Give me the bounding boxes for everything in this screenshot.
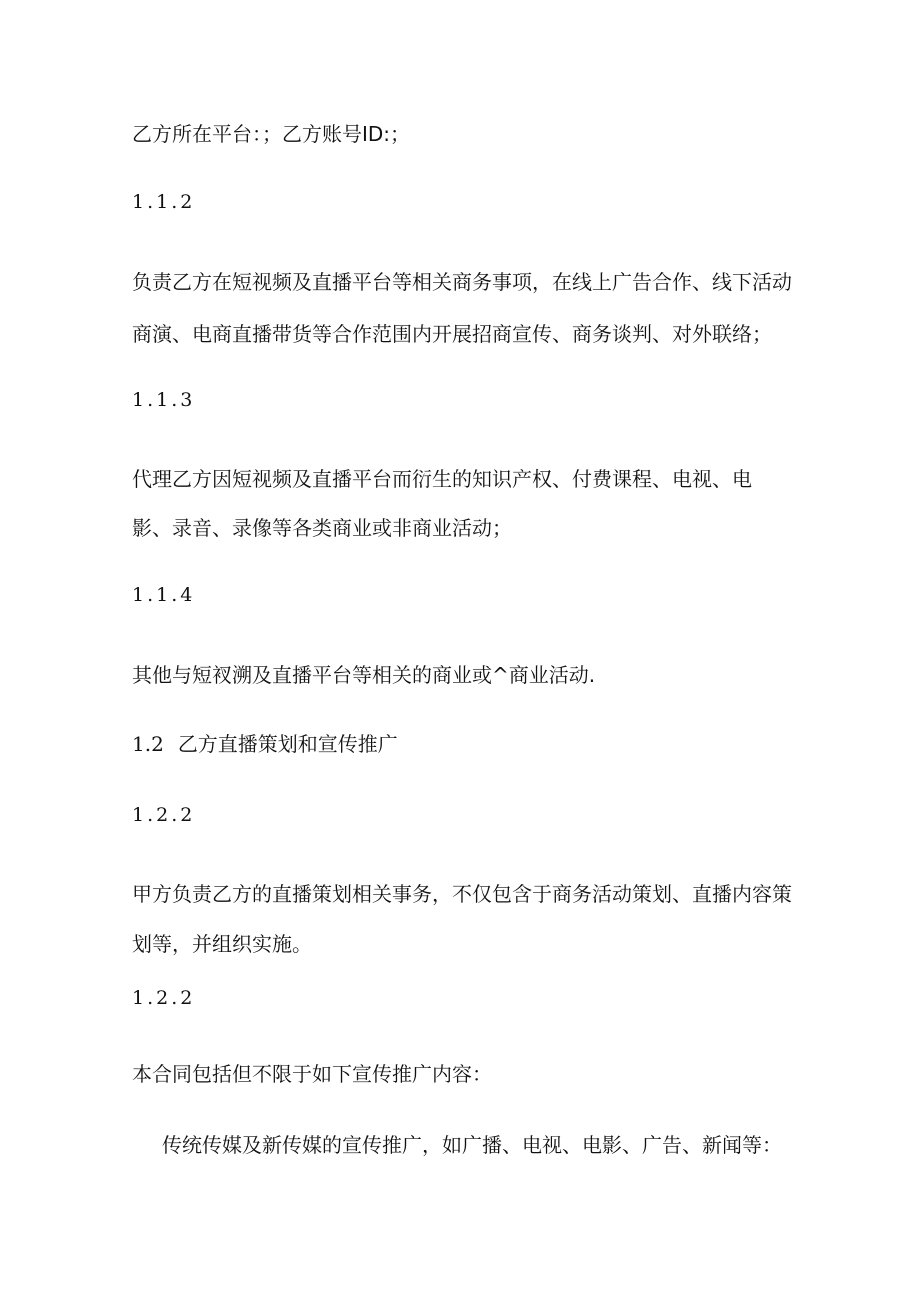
section-heading-title: 乙方直播策划和宣传推广 [177,732,398,756]
section-heading-1-2 [132,732,398,756]
promotion-item-traditional-media: 传统传媒及新传媒的宣传推广，如广播、电视、电影、广告、新闻等： [162,1133,782,1157]
clause-number-1-1-2: 1.1.2 [132,191,196,213]
clause-1-1-3-text-line-2: 影、录音、录像等各类商业或非商业活动； [132,516,512,540]
clause-number-1-2-2-b: 1.2.2 [132,987,196,1009]
clause-1-1-4-text: 其他与短衩溯及直播平台等相关的商业或^商业活动. [132,663,596,687]
clause-1-2-2-a-text-line-2: 划等，并组织实施。 [132,932,312,956]
clause-1-1-3-text-line-1: 代理乙方因短视频及直播平台而衍生的知识产权、付费课程、电视、电 [132,467,752,491]
clause-number-1-1-4: 1.1.4 [132,584,196,606]
clause-number-1-2-2-a: 1.2.2 [132,804,196,826]
clause-1-2-2-a-text-line-1: 甲方负责乙方的直播策划相关事务，不仅包含于商务活动策划、直播内容策 [132,882,792,906]
section-heading-number: 1.2 [132,732,164,756]
clause-number-1-1-3: 1.1.3 [132,389,196,411]
clause-1-1-2-text-line-1: 负责乙方在短视频及直播平台等相关商务事项，在线上广告合作、线下活动 [132,270,792,294]
clause-1-2-2-b-text: 本合同包括但不限于如下宣传推广内容： [132,1062,492,1086]
clause-1-1-2-text-line-2: 商演、电商直播带货等合作范围内开展招商宣传、商务谈判、对外联络； [132,322,772,346]
platform-account-line: 乙方所在平台：；乙方账号ID:； [132,122,411,146]
